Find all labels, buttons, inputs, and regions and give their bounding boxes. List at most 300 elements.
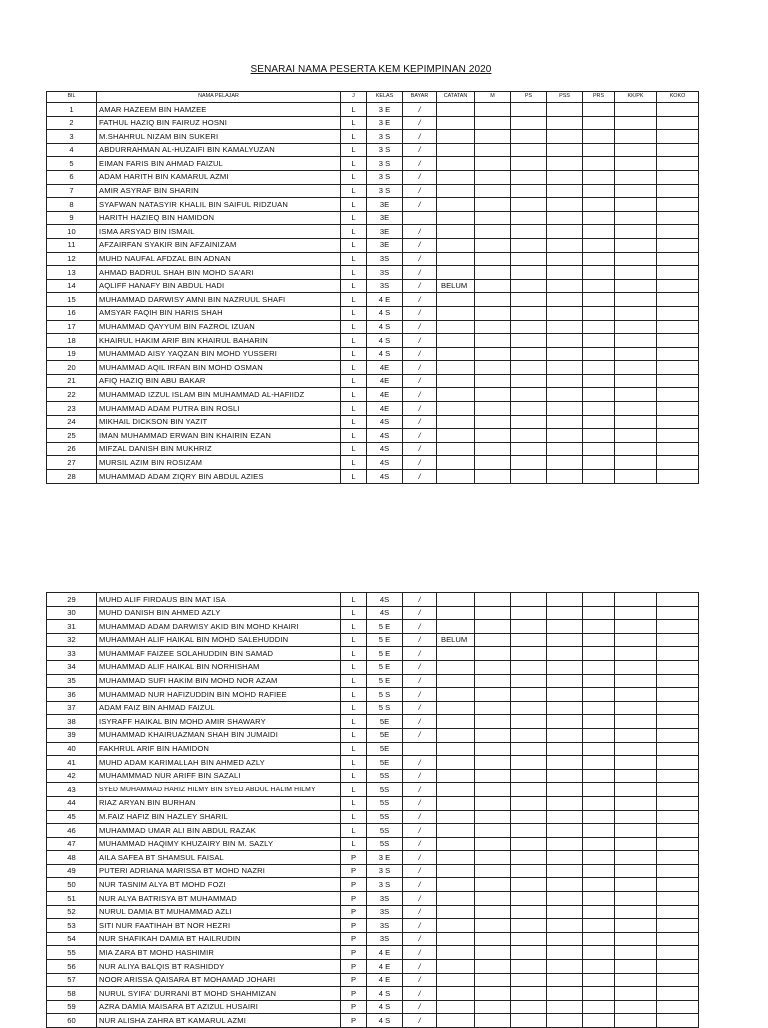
cell-kk-pk: [615, 701, 657, 715]
cell-koko: [657, 593, 699, 607]
cell-j: L: [341, 810, 367, 824]
cell-j: L: [341, 238, 367, 252]
cell-catatan: [437, 266, 475, 280]
cell-ps: [511, 266, 547, 280]
cell-kelas: 3S: [367, 252, 403, 266]
cell-catatan: [437, 157, 475, 171]
cell-kelas: 4S: [367, 442, 403, 456]
cell-pss: [547, 130, 583, 144]
table-row: [47, 1000, 699, 1014]
cell-prs: [583, 306, 615, 320]
cell-nama-pelajar: M.FAIZ HAFIZ BIN HAZLEY SHARIL: [97, 810, 341, 824]
cell-catatan: [437, 334, 475, 348]
cell-kk-pk: [615, 660, 657, 674]
cell-kelas: 4S: [367, 470, 403, 484]
cell-nama-pelajar: MUHAMMAD ADAM DARWISY AKID BIN MOHD KHAIRI: [97, 620, 341, 634]
cell-kelas: 5E: [367, 715, 403, 729]
cell-m: [475, 1014, 511, 1028]
cell-bil: 22: [47, 388, 97, 402]
cell-bil: 38: [47, 715, 97, 729]
cell-pss: [547, 470, 583, 484]
cell-bayar: /: [403, 116, 437, 130]
cell-nama-pelajar: MUHAMMAD ALIF HAIKAL BIN NORHISHAM: [97, 660, 341, 674]
cell-kelas: 5S: [367, 810, 403, 824]
cell-ps: [511, 892, 547, 906]
cell-bayar: /: [403, 688, 437, 702]
cell-prs: [583, 211, 615, 225]
cell-ps: [511, 864, 547, 878]
cell-j: L: [341, 130, 367, 144]
table-row: [47, 660, 699, 674]
cell-bayar: /: [403, 647, 437, 661]
cell-koko: [657, 456, 699, 470]
cell-koko: [657, 157, 699, 171]
cell-bil: 8: [47, 198, 97, 212]
cell-kk-pk: [615, 293, 657, 307]
cell-bayar: /: [403, 361, 437, 375]
cell-j: P: [341, 864, 367, 878]
cell-catatan: [437, 742, 475, 756]
cell-bil: 48: [47, 851, 97, 865]
cell-m: [475, 170, 511, 184]
cell-kk-pk: [615, 456, 657, 470]
cell-nama-pelajar: RIAZ ARYAN BIN BURHAN: [97, 796, 341, 810]
table-row: [47, 361, 699, 375]
cell-m: [475, 932, 511, 946]
cell-koko: [657, 837, 699, 851]
table-row: [47, 225, 699, 239]
cell-ps: [511, 919, 547, 933]
cell-koko: [657, 402, 699, 416]
cell-ps: [511, 633, 547, 647]
cell-bil: 12: [47, 252, 97, 266]
table-row: [47, 973, 699, 987]
cell-nama-pelajar: AZRA DAMIA MAISARA BT AZIZUL HUSAIRI: [97, 1000, 341, 1014]
cell-pss: [547, 279, 583, 293]
cell-pss: [547, 198, 583, 212]
cell-prs: [583, 810, 615, 824]
cell-bil: 33: [47, 647, 97, 661]
cell-pss: [547, 1000, 583, 1014]
cell-ps: [511, 306, 547, 320]
cell-bayar: /: [403, 878, 437, 892]
cell-kelas: 4 S: [367, 987, 403, 1001]
cell-kk-pk: [615, 198, 657, 212]
cell-koko: [657, 688, 699, 702]
cell-kk-pk: [615, 415, 657, 429]
cell-catatan: BELUM: [437, 279, 475, 293]
cell-ps: [511, 402, 547, 416]
cell-bayar: /: [403, 783, 437, 797]
cell-j: L: [341, 756, 367, 770]
cell-j: L: [341, 674, 367, 688]
cell-pss: [547, 103, 583, 117]
cell-ps: [511, 252, 547, 266]
cell-kk-pk: [615, 116, 657, 130]
cell-kk-pk: [615, 361, 657, 375]
cell-kk-pk: [615, 620, 657, 634]
cell-prs: [583, 878, 615, 892]
cell-koko: [657, 374, 699, 388]
cell-m: [475, 796, 511, 810]
cell-kelas: 4 E: [367, 973, 403, 987]
cell-kk-pk: [615, 157, 657, 171]
cell-koko: [657, 674, 699, 688]
cell-koko: [657, 1014, 699, 1028]
cell-bil: 41: [47, 756, 97, 770]
cell-prs: [583, 973, 615, 987]
cell-kelas: 4S: [367, 606, 403, 620]
cell-catatan: [437, 987, 475, 1001]
table-row: [47, 932, 699, 946]
cell-prs: [583, 334, 615, 348]
table-row: [47, 769, 699, 783]
cell-m: [475, 429, 511, 443]
cell-nama-pelajar: NURUL DAMIA BT MUHAMMAD AZLI: [97, 905, 341, 919]
cell-m: [475, 728, 511, 742]
cell-kk-pk: [615, 402, 657, 416]
cell-pss: [547, 306, 583, 320]
cell-prs: [583, 606, 615, 620]
cell-prs: [583, 415, 615, 429]
cell-kelas: 4 S: [367, 1000, 403, 1014]
table-header-row: [47, 92, 699, 103]
cell-bil: 56: [47, 960, 97, 974]
cell-ps: [511, 647, 547, 661]
cell-ps: [511, 851, 547, 865]
cell-kelas: 5 E: [367, 647, 403, 661]
cell-bil: 35: [47, 674, 97, 688]
cell-m: [475, 919, 511, 933]
cell-catatan: [437, 728, 475, 742]
table-row: [47, 266, 699, 280]
cell-bayar: /: [403, 769, 437, 783]
cell-nama-pelajar: AMAR HAZEEM BIN HAMZEE: [97, 103, 341, 117]
cell-bayar: /: [403, 456, 437, 470]
cell-ps: [511, 932, 547, 946]
cell-pss: [547, 851, 583, 865]
table-row: [47, 756, 699, 770]
cell-prs: [583, 143, 615, 157]
cell-koko: [657, 320, 699, 334]
cell-bil: 20: [47, 361, 97, 375]
cell-ps: [511, 184, 547, 198]
cell-m: [475, 742, 511, 756]
cell-m: [475, 374, 511, 388]
cell-nama-pelajar: AHMAD BADRUL SHAH BIN MOHD SA'ARI: [97, 266, 341, 280]
cell-bayar: /: [403, 960, 437, 974]
cell-j: L: [341, 442, 367, 456]
cell-j: P: [341, 1014, 367, 1028]
table-row: [47, 320, 699, 334]
cell-nama-pelajar: AMSYAR FAQIH BIN HARIS SHAH: [97, 306, 341, 320]
cell-j: P: [341, 878, 367, 892]
cell-nama-pelajar: AILA SAFEA BT SHAMSUL FAISAL: [97, 851, 341, 865]
cell-kelas: 3E: [367, 238, 403, 252]
cell-koko: [657, 960, 699, 974]
cell-catatan: [437, 442, 475, 456]
cell-j: L: [341, 184, 367, 198]
cell-bil: 30: [47, 606, 97, 620]
table-row: [47, 715, 699, 729]
cell-j: L: [341, 824, 367, 838]
cell-bil: 36: [47, 688, 97, 702]
cell-nama-pelajar: AFIQ HAZIQ BIN ABU BAKAR: [97, 374, 341, 388]
cell-prs: [583, 429, 615, 443]
cell-j: L: [341, 456, 367, 470]
table-row: [47, 742, 699, 756]
table-row: [47, 456, 699, 470]
cell-bayar: /: [403, 442, 437, 456]
cell-j: L: [341, 320, 367, 334]
cell-bayar: /: [403, 973, 437, 987]
cell-j: L: [341, 606, 367, 620]
cell-kelas: 4 S: [367, 320, 403, 334]
cell-ps: [511, 606, 547, 620]
cell-kk-pk: [615, 919, 657, 933]
cell-bil: 45: [47, 810, 97, 824]
cell-catatan: [437, 783, 475, 797]
cell-ps: [511, 293, 547, 307]
cell-prs: [583, 742, 615, 756]
cell-pss: [547, 402, 583, 416]
cell-pss: [547, 293, 583, 307]
cell-pss: [547, 674, 583, 688]
cell-prs: [583, 647, 615, 661]
cell-koko: [657, 170, 699, 184]
cell-bil: 32: [47, 633, 97, 647]
table-row: [47, 1014, 699, 1028]
cell-kk-pk: [615, 892, 657, 906]
cell-m: [475, 388, 511, 402]
cell-nama-pelajar: HARITH HAZIEQ BIN HAMIDON: [97, 211, 341, 225]
cell-j: L: [341, 633, 367, 647]
table-row: [47, 919, 699, 933]
cell-bil: 54: [47, 932, 97, 946]
cell-nama-pelajar: MUHAMMAD ADAM ZIQRY BIN ABDUL AZIES: [97, 470, 341, 484]
header-pss: PSS: [547, 92, 583, 103]
cell-catatan: [437, 701, 475, 715]
cell-m: [475, 715, 511, 729]
table-row: [47, 674, 699, 688]
cell-catatan: [437, 184, 475, 198]
header-koko: KOKO: [657, 92, 699, 103]
cell-pss: [547, 184, 583, 198]
cell-m: [475, 878, 511, 892]
cell-prs: [583, 960, 615, 974]
cell-prs: [583, 320, 615, 334]
cell-j: L: [341, 388, 367, 402]
cell-nama-pelajar: MUHD DANISH BIN AHMED AZLY: [97, 606, 341, 620]
cell-pss: [547, 252, 583, 266]
cell-m: [475, 960, 511, 974]
cell-nama-pelajar: NUR SHAFIKAH DAMIA BT HAILRUDIN: [97, 932, 341, 946]
cell-kelas: 4 S: [367, 334, 403, 348]
cell-prs: [583, 688, 615, 702]
cell-kk-pk: [615, 211, 657, 225]
header-j: J: [341, 92, 367, 103]
cell-prs: [583, 442, 615, 456]
cell-j: L: [341, 334, 367, 348]
table-row: [47, 783, 699, 797]
cell-kelas: 3S: [367, 919, 403, 933]
cell-m: [475, 837, 511, 851]
cell-nama-pelajar: MURSIL AZIM BIN ROSIZAM: [97, 456, 341, 470]
cell-kelas: 3 S: [367, 130, 403, 144]
cell-kk-pk: [615, 470, 657, 484]
cell-bil: 59: [47, 1000, 97, 1014]
cell-ps: [511, 347, 547, 361]
cell-m: [475, 824, 511, 838]
cell-catatan: [437, 892, 475, 906]
cell-koko: [657, 606, 699, 620]
cell-pss: [547, 593, 583, 607]
cell-ps: [511, 320, 547, 334]
cell-j: L: [341, 266, 367, 280]
cell-bil: 31: [47, 620, 97, 634]
table-row: [47, 103, 699, 117]
cell-bil: 47: [47, 837, 97, 851]
cell-catatan: [437, 293, 475, 307]
cell-kk-pk: [615, 1000, 657, 1014]
cell-kelas: 4 S: [367, 1014, 403, 1028]
cell-ps: [511, 715, 547, 729]
cell-kelas: 3 E: [367, 116, 403, 130]
cell-m: [475, 660, 511, 674]
cell-pss: [547, 715, 583, 729]
cell-bayar: [403, 211, 437, 225]
cell-catatan: [437, 143, 475, 157]
cell-catatan: [437, 606, 475, 620]
cell-j: L: [341, 660, 367, 674]
cell-nama-pelajar: MUHAMMAH ALIF HAIKAL BIN MOHD SALEHUDDIN: [97, 633, 341, 647]
cell-m: [475, 361, 511, 375]
cell-ps: [511, 674, 547, 688]
cell-prs: [583, 225, 615, 239]
table-row: [47, 688, 699, 702]
cell-kk-pk: [615, 851, 657, 865]
cell-koko: [657, 919, 699, 933]
cell-nama-pelajar: MIA ZARA BT MOHD HASHIMIR: [97, 946, 341, 960]
cell-kk-pk: [615, 442, 657, 456]
cell-j: L: [341, 742, 367, 756]
cell-prs: [583, 783, 615, 797]
header-ps: PS: [511, 92, 547, 103]
table-row: [47, 402, 699, 416]
cell-bayar: /: [403, 184, 437, 198]
cell-catatan: [437, 932, 475, 946]
cell-pss: [547, 946, 583, 960]
table-row: [47, 157, 699, 171]
cell-kk-pk: [615, 279, 657, 293]
cell-kk-pk: [615, 769, 657, 783]
cell-nama-pelajar: NUR ALISHA ZAHRA BT KAMARUL AZMI: [97, 1014, 341, 1028]
cell-kelas: 3 E: [367, 103, 403, 117]
table-row: [47, 347, 699, 361]
cell-j: P: [341, 960, 367, 974]
cell-m: [475, 987, 511, 1001]
cell-bil: 51: [47, 892, 97, 906]
table-row: [47, 851, 699, 865]
cell-prs: [583, 593, 615, 607]
cell-nama-pelajar: MUHAMMAD QAYYUM BIN FAZROL IZUAN: [97, 320, 341, 334]
cell-pss: [547, 647, 583, 661]
cell-kk-pk: [615, 238, 657, 252]
cell-bil: 7: [47, 184, 97, 198]
cell-nama-pelajar: MUHD ADAM KARIMALLAH BIN AHMED AZLY: [97, 756, 341, 770]
cell-kk-pk: [615, 824, 657, 838]
cell-prs: [583, 633, 615, 647]
cell-j: P: [341, 987, 367, 1001]
cell-prs: [583, 388, 615, 402]
cell-nama-pelajar: M.SHAHRUL NIZAM BIN SUKERI: [97, 130, 341, 144]
cell-j: L: [341, 715, 367, 729]
cell-ps: [511, 143, 547, 157]
cell-nama-pelajar: MUHD ALIF FIRDAUS BIN MAT ISA: [97, 593, 341, 607]
cell-koko: [657, 824, 699, 838]
cell-prs: [583, 660, 615, 674]
cell-ps: [511, 688, 547, 702]
cell-m: [475, 456, 511, 470]
cell-m: [475, 688, 511, 702]
cell-ps: [511, 987, 547, 1001]
cell-prs: [583, 756, 615, 770]
cell-prs: [583, 470, 615, 484]
cell-ps: [511, 905, 547, 919]
cell-kk-pk: [615, 878, 657, 892]
cell-koko: [657, 415, 699, 429]
cell-prs: [583, 130, 615, 144]
cell-bil: 42: [47, 769, 97, 783]
cell-bil: 2: [47, 116, 97, 130]
cell-koko: [657, 252, 699, 266]
cell-j: P: [341, 932, 367, 946]
cell-kelas: 5 S: [367, 701, 403, 715]
table-row: [47, 878, 699, 892]
cell-kelas: 5S: [367, 796, 403, 810]
cell-bil: 26: [47, 442, 97, 456]
cell-j: L: [341, 306, 367, 320]
cell-bil: 15: [47, 293, 97, 307]
cell-catatan: [437, 837, 475, 851]
cell-koko: [657, 715, 699, 729]
cell-catatan: [437, 647, 475, 661]
cell-koko: [657, 293, 699, 307]
header-kk-pk: KK/PK: [615, 92, 657, 103]
page-title: SENARAI NAMA PESERTA KEM KEPIMPINAN 2020: [250, 64, 492, 75]
cell-bayar: /: [403, 837, 437, 851]
cell-nama-pelajar: MUHAMMAD AQIL IRFAN BIN MOHD OSMAN: [97, 361, 341, 375]
cell-bayar: /: [403, 238, 437, 252]
cell-ps: [511, 973, 547, 987]
cell-prs: [583, 892, 615, 906]
cell-bil: 25: [47, 429, 97, 443]
cell-pss: [547, 688, 583, 702]
table-row: [47, 905, 699, 919]
cell-bil: 16: [47, 306, 97, 320]
cell-bil: 28: [47, 470, 97, 484]
header-nama-pelajar: NAMA PELAJAR: [97, 92, 341, 103]
cell-kelas: 3 E: [367, 851, 403, 865]
cell-kelas: 5E: [367, 728, 403, 742]
cell-pss: [547, 1014, 583, 1028]
cell-kelas: 4S: [367, 593, 403, 607]
cell-bayar: /: [403, 756, 437, 770]
cell-bayar: /: [403, 728, 437, 742]
cell-koko: [657, 701, 699, 715]
cell-kk-pk: [615, 810, 657, 824]
cell-pss: [547, 987, 583, 1001]
